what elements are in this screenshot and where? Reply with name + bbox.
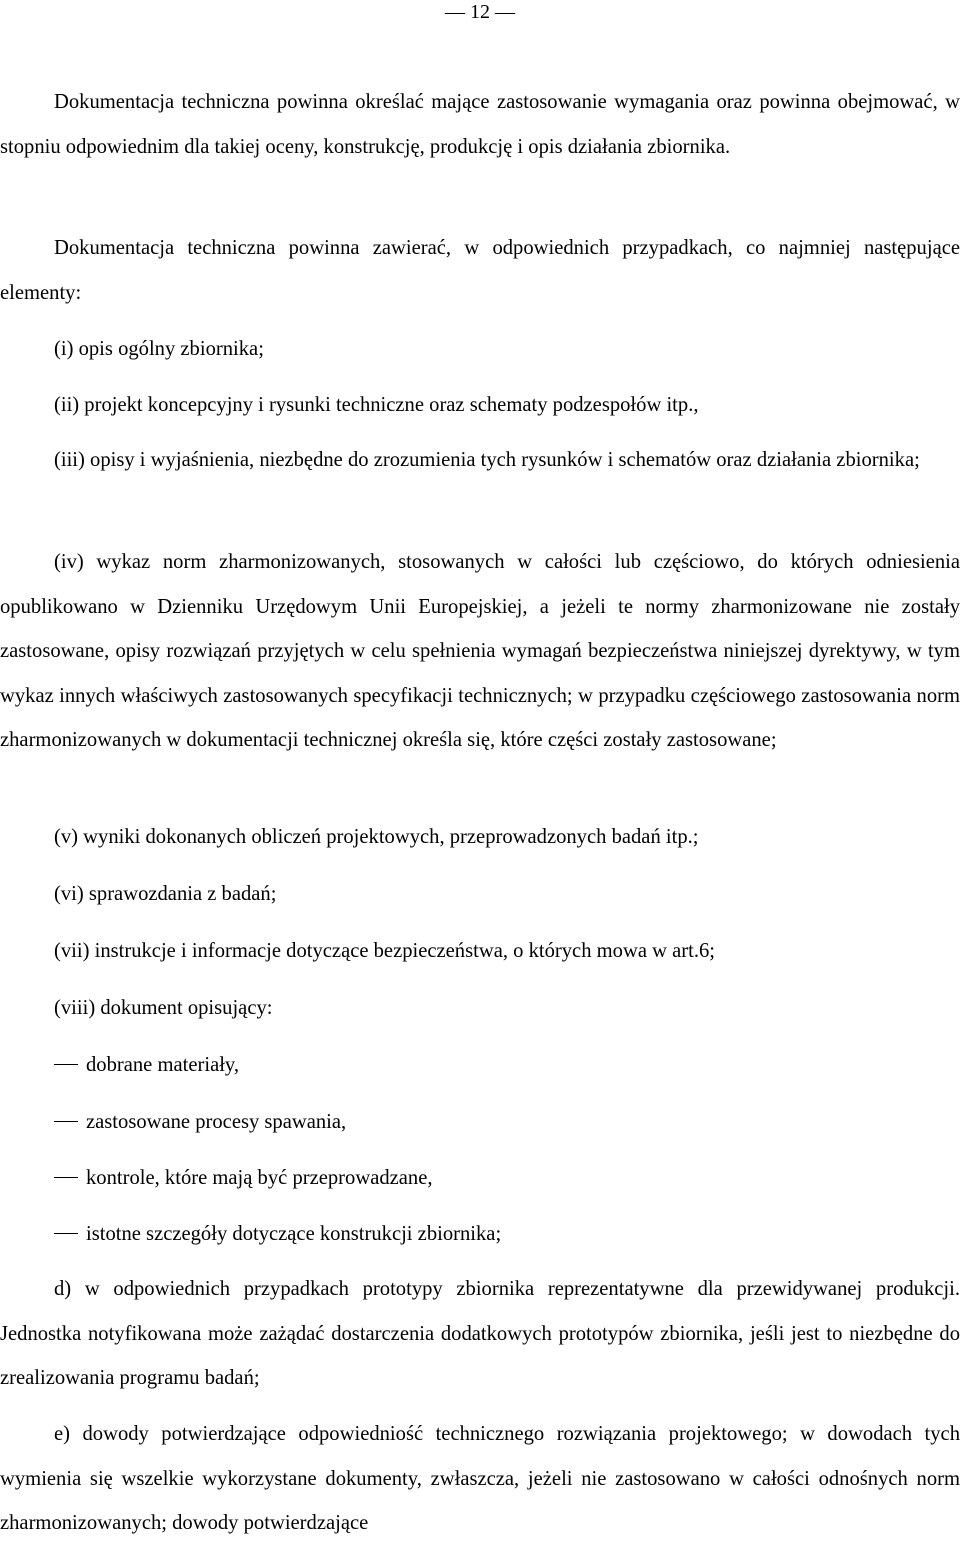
list-item-ii: (ii) projekt koncepcyjny i rysunki techniczne oraz schematy podzespołów itp., xyxy=(54,394,699,416)
dash-item-welding xyxy=(0,1107,960,1137)
dash-bullet-icon xyxy=(54,1233,78,1235)
page-number: — 12 — xyxy=(445,1,515,23)
list-item-iii: (iii) opisy i wyjaśnienia, niezbędne do zrozumienia tych rysunków i schematów oraz działania zbiornika; xyxy=(54,449,920,471)
paragraph-technical-documentation-scope: Dokumentacja techniczna powinna określać mające zastosowanie wymagania oraz powinna obejmować, w stopniu odpowiednim dla takiej oceny, konstrukcję, produkcję i opis działania zbiornika. xyxy=(0,91,960,158)
list-item-viii: (viii) dokument opisujący: xyxy=(54,997,273,1019)
list-item-v: (v) wyniki dokonanych obliczeń projektowych, przeprowadzonych badań itp.; xyxy=(54,826,699,848)
list-item-vii: (vii) instrukcje i informacje dotyczące bezpieczeństwa, o których mowa w art.6; xyxy=(54,940,716,962)
dash-item-construction xyxy=(0,1219,960,1249)
dash-bullet-icon xyxy=(54,1121,78,1123)
dash-item-label: zastosowane procesy spawania, xyxy=(86,1111,347,1133)
dash-item-inspections xyxy=(0,1163,960,1193)
paragraph-technical-documentation-contents: Dokumentacja techniczna powinna zawierać, w odpowiednich przypadkach, co najmniej następujące elementy: xyxy=(0,237,960,304)
list-item-iv: (iv) wykaz norm zharmonizowanych, stosowanych w całości lub częściowo, do których odniesienia opublikowano w Dzienniku Urzędowym Unii Europejskiej, a jeżeli te normy zharmonizowane nie zostały zastosowane, opisy rozwiązań przyjętych w celu spełnienia wymagań bezpieczeństwa niniejszej dyrektywy, w tym wykaz innych właściwych zastosowanych specyfikacji technicznych; w przypadku częściowego zastosowania norm zharmonizowanych w dokumentacji technicznej określa się, które części zostały zastosowane; xyxy=(0,551,960,751)
dash-item-label: kontrole, które mają być przeprowadzane, xyxy=(86,1167,433,1189)
list-item-vi: (vi) sprawozdania z badań; xyxy=(54,883,277,905)
item-d-prototypes: d) w odpowiednich przypadkach prototypy zbiornika reprezentatywne dla przewidywanej produkcji. Jednostka notyfikowana może zażądać dostarczenia dodatkowych prototypów zbiornika, jeśli jest to niezbędne do zrealizowania programu badań; xyxy=(0,1278,960,1389)
item-e-evidence: e) dowody potwierdzające odpowiedniość technicznego rozwiązania projektowego; w dowodach tych wymienia się wszelkie wykorzystane dokumenty, zwłaszcza, jeżeli nie zastosowano w całości odnośnych norm zharmonizowanych; dowody potwierdzające xyxy=(0,1423,960,1534)
dash-item-label: dobrane materiały, xyxy=(86,1054,240,1076)
list-item-i: (i) opis ogólny zbiornika; xyxy=(54,338,264,360)
dash-item-materials xyxy=(0,1050,960,1080)
dash-bullet-icon xyxy=(54,1064,78,1066)
dash-bullet-icon xyxy=(54,1177,78,1179)
dash-item-label: istotne szczegóły dotyczące konstrukcji zbiornika; xyxy=(86,1223,502,1245)
